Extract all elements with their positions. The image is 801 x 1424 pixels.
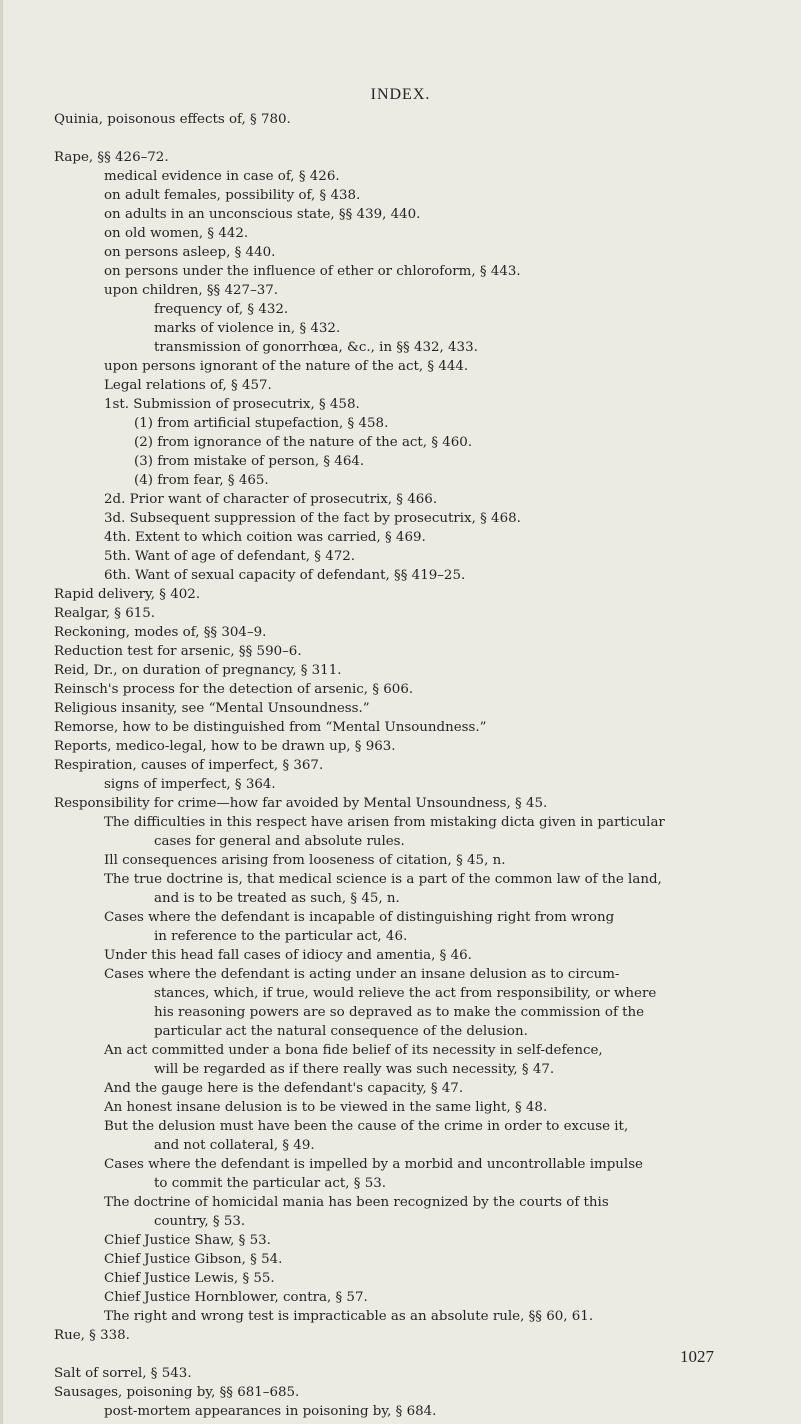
index-line: An act committed under a bona fide belief of its necessity in self-defence,: [104, 1043, 603, 1058]
index-line: Salt of sorrel, § 543.: [54, 1366, 192, 1381]
index-line: Remorse, how to be distinguished from “Mental Unsoundness.”: [54, 720, 487, 735]
index-line: Chief Justice Shaw, § 53.: [104, 1233, 271, 1248]
index-line: on old women, § 442.: [104, 226, 249, 241]
index-line: (2) from ignorance of the nature of the act, § 460.: [134, 435, 473, 450]
index-line: Religious insanity, see “Mental Unsoundness.”: [54, 701, 370, 716]
index-line: frequency of, § 432.: [154, 302, 289, 317]
index-line: 5th. Want of age of defendant, § 472.: [104, 549, 356, 564]
index-line: (4) from fear, § 465.: [134, 473, 269, 488]
index-line: The right and wrong test is impracticable as an absolute rule, §§ 60, 61.: [104, 1309, 594, 1324]
index-line: and is to be treated as such, § 45, n.: [154, 891, 400, 906]
index-line: to commit the particular act, § 53.: [154, 1176, 387, 1191]
index-line: Ill consequences arising from looseness of citation, § 45, n.: [104, 853, 506, 868]
index-line: Legal relations of, § 457.: [104, 378, 272, 393]
index-line: 6th. Want of sexual capacity of defendant, §§ 419–25.: [104, 568, 466, 583]
index-line: And the gauge here is the defendant's capacity, § 47.: [104, 1081, 464, 1096]
index-line: Respiration, causes of imperfect, § 367.: [54, 758, 324, 773]
index-line: on adults in an unconscious state, §§ 439, 440.: [104, 207, 421, 222]
index-line: Realgar, § 615.: [54, 606, 156, 621]
index-line: Quinia, poisonous effects of, § 780.: [54, 112, 291, 127]
page-number: 1027: [680, 1347, 714, 1366]
index-line: Cases where the defendant is incapable of distinguishing right from wrong: [104, 910, 615, 925]
index-line: medical evidence in case of, § 426.: [104, 169, 340, 184]
index-line: Responsibility for crime—how far avoided by Mental Unsoundness, § 45.: [54, 796, 548, 811]
page-edge: [0, 0, 3, 1424]
index-line: Chief Justice Hornblower, contra, § 57.: [104, 1290, 368, 1305]
index-line: Chief Justice Lewis, § 55.: [104, 1271, 275, 1286]
index-line: Cases where the defendant is acting under an insane delusion as to circum-: [104, 967, 620, 982]
index-line: (3) from mistake of person, § 464.: [134, 454, 365, 469]
index-line: post-mortem appearances in poisoning by, § 684.: [104, 1404, 437, 1419]
index-line: Sausages, poisoning by, §§ 681–685.: [54, 1385, 300, 1400]
index-line: Rue, § 338.: [54, 1328, 130, 1343]
index-line: Reports, medico-legal, how to be drawn up, § 963.: [54, 739, 396, 754]
index-line: (1) from artificial stupefaction, § 458.: [134, 416, 389, 431]
index-line: The difficulties in this respect have arisen from mistaking dicta given in particular: [104, 815, 665, 830]
index-line: in reference to the particular act, 46.: [154, 929, 408, 944]
page-header: INDEX.: [370, 86, 431, 103]
index-line: An honest insane delusion is to be viewed in the same light, § 48.: [104, 1100, 548, 1115]
index-line: Reduction test for arsenic, §§ 590–6.: [54, 644, 302, 659]
index-line: country, § 53.: [154, 1214, 246, 1229]
index-line: 2d. Prior want of character of prosecutrix, § 466.: [104, 492, 438, 507]
index-line: on persons asleep, § 440.: [104, 245, 276, 260]
index-line: upon persons ignorant of the nature of the act, § 444.: [104, 359, 469, 374]
index-line: Rape, §§ 426–72.: [54, 150, 169, 165]
index-line: 1st. Submission of prosecutrix, § 458.: [104, 397, 360, 412]
index-line: But the delusion must have been the cause of the crime in order to excuse it,: [104, 1119, 629, 1134]
index-line: The doctrine of homicidal mania has been recognized by the courts of this: [104, 1195, 609, 1210]
index-line: on adult females, possibility of, § 438.: [104, 188, 361, 203]
index-line: 4th. Extent to which coition was carried, § 469.: [104, 530, 426, 545]
index-line: Chief Justice Gibson, § 54.: [104, 1252, 283, 1267]
index-line: Reckoning, modes of, §§ 304–9.: [54, 625, 267, 640]
index-line: Reid, Dr., on duration of pregnancy, § 311.: [54, 663, 342, 678]
index-line: upon children, §§ 427–37.: [104, 283, 279, 298]
index-line: particular act the natural consequence of the delusion.: [154, 1024, 528, 1039]
index-line: marks of violence in, § 432.: [154, 321, 341, 336]
index-line: and not collateral, § 49.: [154, 1138, 315, 1153]
index-line: Under this head fall cases of idiocy and amentia, § 46.: [104, 948, 472, 963]
index-line: The true doctrine is, that medical science is a part of the common law of the land,: [104, 872, 662, 887]
index-line: signs of imperfect, § 364.: [104, 777, 276, 792]
index-line: stances, which, if true, would relieve the act from responsibility, or where: [154, 986, 657, 1001]
index-line: on persons under the influence of ether or chloroform, § 443.: [104, 264, 521, 279]
index-line: cases for general and absolute rules.: [154, 834, 405, 849]
index-line: 3d. Subsequent suppression of the fact by prosecutrix, § 468.: [104, 511, 521, 526]
index-line: Cases where the defendant is impelled by a morbid and uncontrollable impulse: [104, 1157, 643, 1172]
index-line: transmission of gonorrhœa, &c., in §§ 432, 433.: [154, 340, 478, 355]
index-line: Reinsch's process for the detection of arsenic, § 606.: [54, 682, 414, 697]
index-line: his reasoning powers are so depraved as to make the commission of the: [154, 1005, 645, 1020]
index-line: will be regarded as if there really was such necessity, § 47.: [154, 1062, 555, 1077]
index-line: Rapid delivery, § 402.: [54, 587, 201, 602]
